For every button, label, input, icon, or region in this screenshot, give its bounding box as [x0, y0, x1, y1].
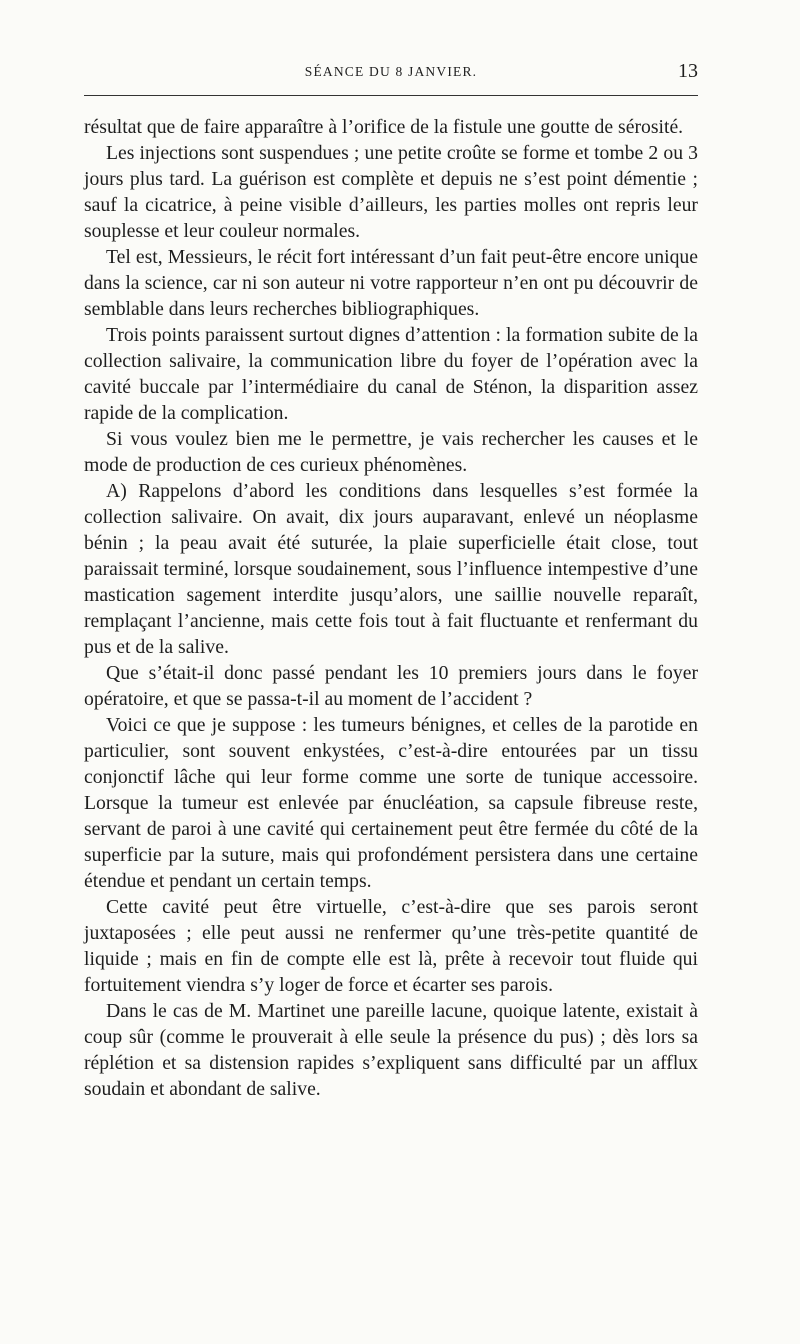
book-page [84, 0, 698, 1344]
paragraph-5: Si vous voulez bien me le permettre, je vais rechercher les causes et le mode de production de ces curieux phénomènes. [84, 428, 698, 476]
running-title: SÉANCE DU 8 JANVIER. [304, 64, 478, 79]
body-text [84, 114, 698, 1102]
paragraph-10: Dans le cas de M. Martinet une pareille lacune, quoique latente, existait à coup sûr (comme le prouverait à elle seule la présence du pus) ; dès lors sa réplétion et sa distension rapides s’expliquent sans difficulté par un afflux soudain et abondant de salive. [84, 1000, 698, 1100]
paragraph-7: Que s’était-il donc passé pendant les 10 premiers jours dans le foyer opératoire, et que se passa-t-il au moment de l’accident ? [84, 662, 698, 710]
paragraph-2: Les injections sont suspendues ; une petite croûte se forme et tombe 2 ou 3 jours plus tard. La guérison est complète et depuis ne s’est point démentie ; sauf la cicatrice, à peine visible d’ailleurs, les parties molles ont repris leur souplesse et leur couleur normales. [84, 142, 698, 242]
header-rule [84, 95, 698, 96]
paragraph-4: Trois points paraissent surtout dignes d’attention : la formation subite de la collection salivaire, la communication libre du foyer de l’opération avec la cavité buccale par l’intermédiaire du canal de Sténon, la disparition assez rapide de la complication. [84, 324, 698, 424]
paragraph-6: A) Rappelons d’abord les conditions dans lesquelles s’est formée la collection salivaire. On avait, dix jours auparavant, enlevé un néoplasme bénin ; la peau avait été suturée, la plaie superficielle était close, tout paraissait terminé, lorsque soudainement, sous l’influence intempestive d’une mastication sagement interdite jusqu’alors, une saillie nouvelle reparaît, remplaçant l’ancienne, mais cette fois tout à fait fluctuante et renfermant du pus et de la salive. [84, 480, 698, 658]
paragraph-3: Tel est, Messieurs, le récit fort intéressant d’un fait peut-être encore unique dans la science, car ni son auteur ni votre rapporteur n’en ont pu découvrir de semblable dans leurs recherches bibliographiques. [84, 246, 698, 320]
paragraph-1: résultat que de faire apparaître à l’orifice de la fistule une goutte de sérosité. [84, 116, 684, 138]
page-header [84, 60, 698, 88]
paragraph-8: Voici ce que je suppose : les tumeurs bénignes, et celles de la parotide en particulier, sont souvent enkystées, c’est-à-dire entourées par un tissu conjonctif lâche qui leur forme comme une sorte de tunique accessoire. Lorsque la tumeur est enlevée par énucléation, sa capsule fibreuse reste, servant de paroi à une cavité qui certainement peut être fermée du côté de la superficie par la suture, mais qui profondément persistera dans une certaine étendue et pendant un certain temps. [84, 714, 698, 892]
page-number: 13 [678, 60, 698, 82]
paragraph-9: Cette cavité peut être virtuelle, c’est-à-dire que ses parois seront juxtaposées ; elle peut aussi ne renfermer qu’une très-petite quantité de liquide ; mais en fin de compte elle est là, prête à recevoir tout fluide qui fortuitement viendra s’y loger de force et écarter ses parois. [84, 896, 698, 996]
